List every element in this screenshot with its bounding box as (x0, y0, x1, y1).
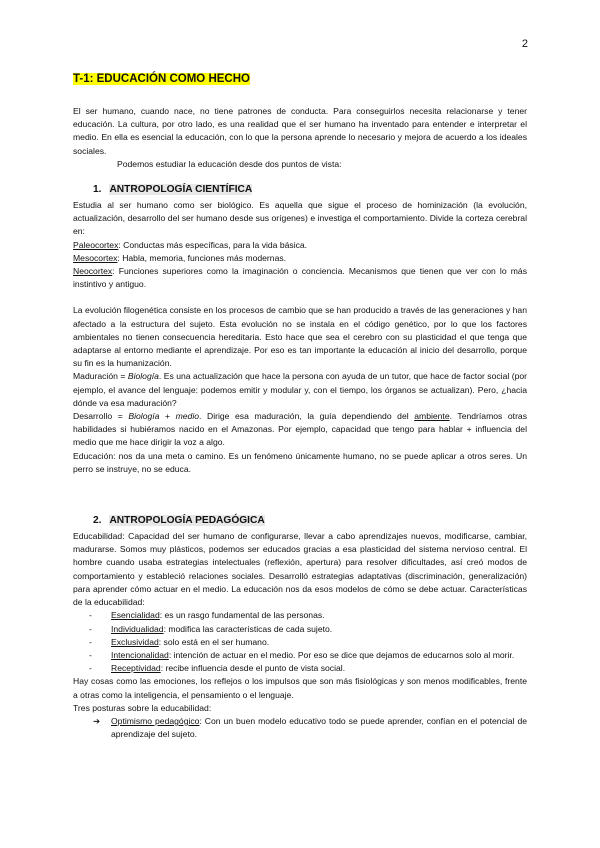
list-item (89, 636, 527, 649)
list-item (89, 623, 527, 636)
desarrollo-paragraph (73, 410, 527, 450)
educacion-paragraph: Educación: nos da una meta o camino. Es un fenómeno únicamente humano, no se puede aplicar a otros seres. Un perro se instruye, no se educa. (73, 450, 527, 474)
bullet-marker: - (89, 623, 92, 634)
desarrollo-underlined: ambiente (414, 411, 450, 422)
list-item (89, 649, 527, 662)
intro-viewpoints: Podemos estudiar la educación desde dos puntos de vista: (117, 158, 342, 169)
characteristic-desc: : modifica las características de cada sujeto. (163, 623, 333, 634)
cortex-desc: : Habla, memoria, funciones más modernas. (117, 252, 287, 263)
maduracion-text: . Es una actualización que hace la persona con ayuda de un tutor, que hace de factor social (por ejemplo, el avance del lenguaje: podemos emitir y modular y, con el tiempo, los órganos se actualizan). Pero, ¿hacia dónde va esa maduración? (73, 371, 527, 408)
characteristic-term: Receptividad (111, 663, 161, 674)
posture-term: Optimismo pedagógico (111, 715, 200, 726)
maduracion-prefix: Maduración = (73, 371, 128, 382)
title-highlight: T-1: EDUCACIÓN COMO HECHO (73, 73, 250, 85)
desarrollo-prefix: Desarrollo = (73, 411, 129, 422)
desarrollo-plus: + (159, 411, 176, 422)
cortex-desc: : Funciones superiores como la imaginación o conciencia. Mecanismos que tienen que ver con lo más instintivo y antiguo. (73, 266, 527, 290)
page-number: 2 (521, 38, 528, 50)
section-number: 2. (93, 515, 102, 527)
section-title: ANTROPOLOGÍA PEDAGÓGICA (109, 515, 265, 527)
cortex-term: Paleocortex (73, 239, 119, 250)
characteristic-desc: : es un rasgo fundamental de las personas. (159, 610, 325, 621)
section-number: 1. (93, 184, 102, 196)
cortex-term: Mesocortex (73, 252, 118, 263)
section-heading-1 (93, 183, 527, 197)
postures-intro: Tres posturas sobre la educabilidad: (73, 702, 212, 713)
characteristics-list (73, 609, 527, 675)
document-body (73, 70, 527, 741)
bullet-marker: - (89, 610, 92, 621)
maduracion-italic: Biología (127, 371, 159, 382)
bullet-marker: - (89, 649, 92, 660)
characteristic-term: Exclusividad (111, 636, 159, 647)
postures-list (73, 715, 527, 741)
list-item (93, 715, 527, 741)
spacer (73, 291, 527, 304)
characteristic-term: Esencialidad (111, 610, 160, 621)
characteristic-desc: : solo está en el ser humano. (158, 636, 270, 647)
characteristic-desc: : intención de actuar en el medio. Por eso se dice que dejamos de educarnos solo al morir. (168, 649, 515, 660)
cortex-desc: : Conductas más específicas, para la vida básica. (118, 239, 308, 250)
bullet-marker: - (89, 663, 92, 674)
arrow-icon: ➔ (93, 715, 101, 726)
characteristic-term: Individualidad (111, 623, 164, 634)
maduracion-paragraph (73, 370, 527, 410)
cortex-term: Neocortex (73, 266, 113, 277)
cortex-item-neocortex (73, 265, 527, 291)
cortex-item-paleocortex (73, 239, 527, 252)
desarrollo-text: . Dirige esa maduración, la guía dependiendo del (199, 411, 415, 422)
cortex-item-mesocortex (73, 252, 527, 265)
section-title: ANTROPOLOGÍA CIENTÍFICA (109, 184, 253, 196)
characteristic-desc: : recibe influencia desde el punto de vista social. (160, 663, 346, 674)
evolution-paragraph: La evolución filogenética consiste en los procesos de cambio que se han producido a través de las generaciones y han afectado a la estructura del sujeto. Esta evolución no se instala en el código genético, por lo que los factores ambientales no tienen consecuencia hereditaria. Esto hace que sea el cerebro con su plasticidad el que tenga que adaptarse al entorno mediante el aprendizaje. Por eso es tan importante la educación al inicio del desarrollo, porque su fin es la humanización. (73, 305, 527, 369)
emotions-paragraph: Hay cosas como las emociones, los reflejos o los impulsos que son más fisiológicas y son menos modificables, frente a otras como la inteligencia, el pensamiento o el lenguaje. (73, 676, 527, 700)
desarrollo-italic: Biología (128, 411, 160, 422)
posture-desc: : Con un buen modelo educativo todo se puede aprender, confían en el potencial de aprendizaje del sujeto. (111, 715, 527, 740)
list-item (89, 609, 527, 622)
document-title (73, 72, 527, 87)
educabilidad-paragraph: Educabilidad: Capacidad del ser humano de configurarse, llevar a cabo aprendizajes nuevos, modificarse, cambiar, madurarse. Somos muy plásticos, podemos ser educados gracias a esa plasticidad del sistema nervioso central. El hombre cuando usaba estrategias intelectuales (reflexión, apertura) para resolver dificultades, así creó modos de comportamiento y estableció relaciones sociales. Desarrolló estrategias adaptativas (discriminación, generalización) para aprender cómo actuar en el medio. La educación nos da esos modelos de cómo se debe actuar. Características de la educabilidad: (73, 531, 527, 608)
intro-paragraph: El ser humano, cuando nace, no tiene patrones de conducta. Para conseguirlos necesita relacionarse y tener educación. La cultura, por otro lado, es una realidad que el ser humano ha inventado para entender e interpretar el medio. En ella es esencial la educación, con lo que la persona aprende lo necesario y mejora de acuerdo a los ideales sociales. (73, 106, 527, 156)
characteristic-term: Intencionalidad (111, 649, 169, 660)
spacer (73, 476, 527, 502)
list-item (89, 662, 527, 675)
section-heading-2 (93, 514, 527, 528)
desarrollo-italic: medio (175, 411, 200, 422)
section1-paragraph: Estudia al ser humano como ser biológico. Es aquella que sigue el proceso de hominización (la evolución, actualización, desarrollo del ser humano desde sus orígenes) e investiga el comportamiento. Divide la corteza cerebral en: (73, 200, 527, 237)
bullet-marker: - (89, 636, 92, 647)
desarrollo-text: . Tendríamos otras habilidades si hubiéramos nacido en el Amazonas. Por ejemplo, capacidad que tengo para hablar + influencia del medio que me hace dirigir la voz a algo. (73, 411, 528, 448)
